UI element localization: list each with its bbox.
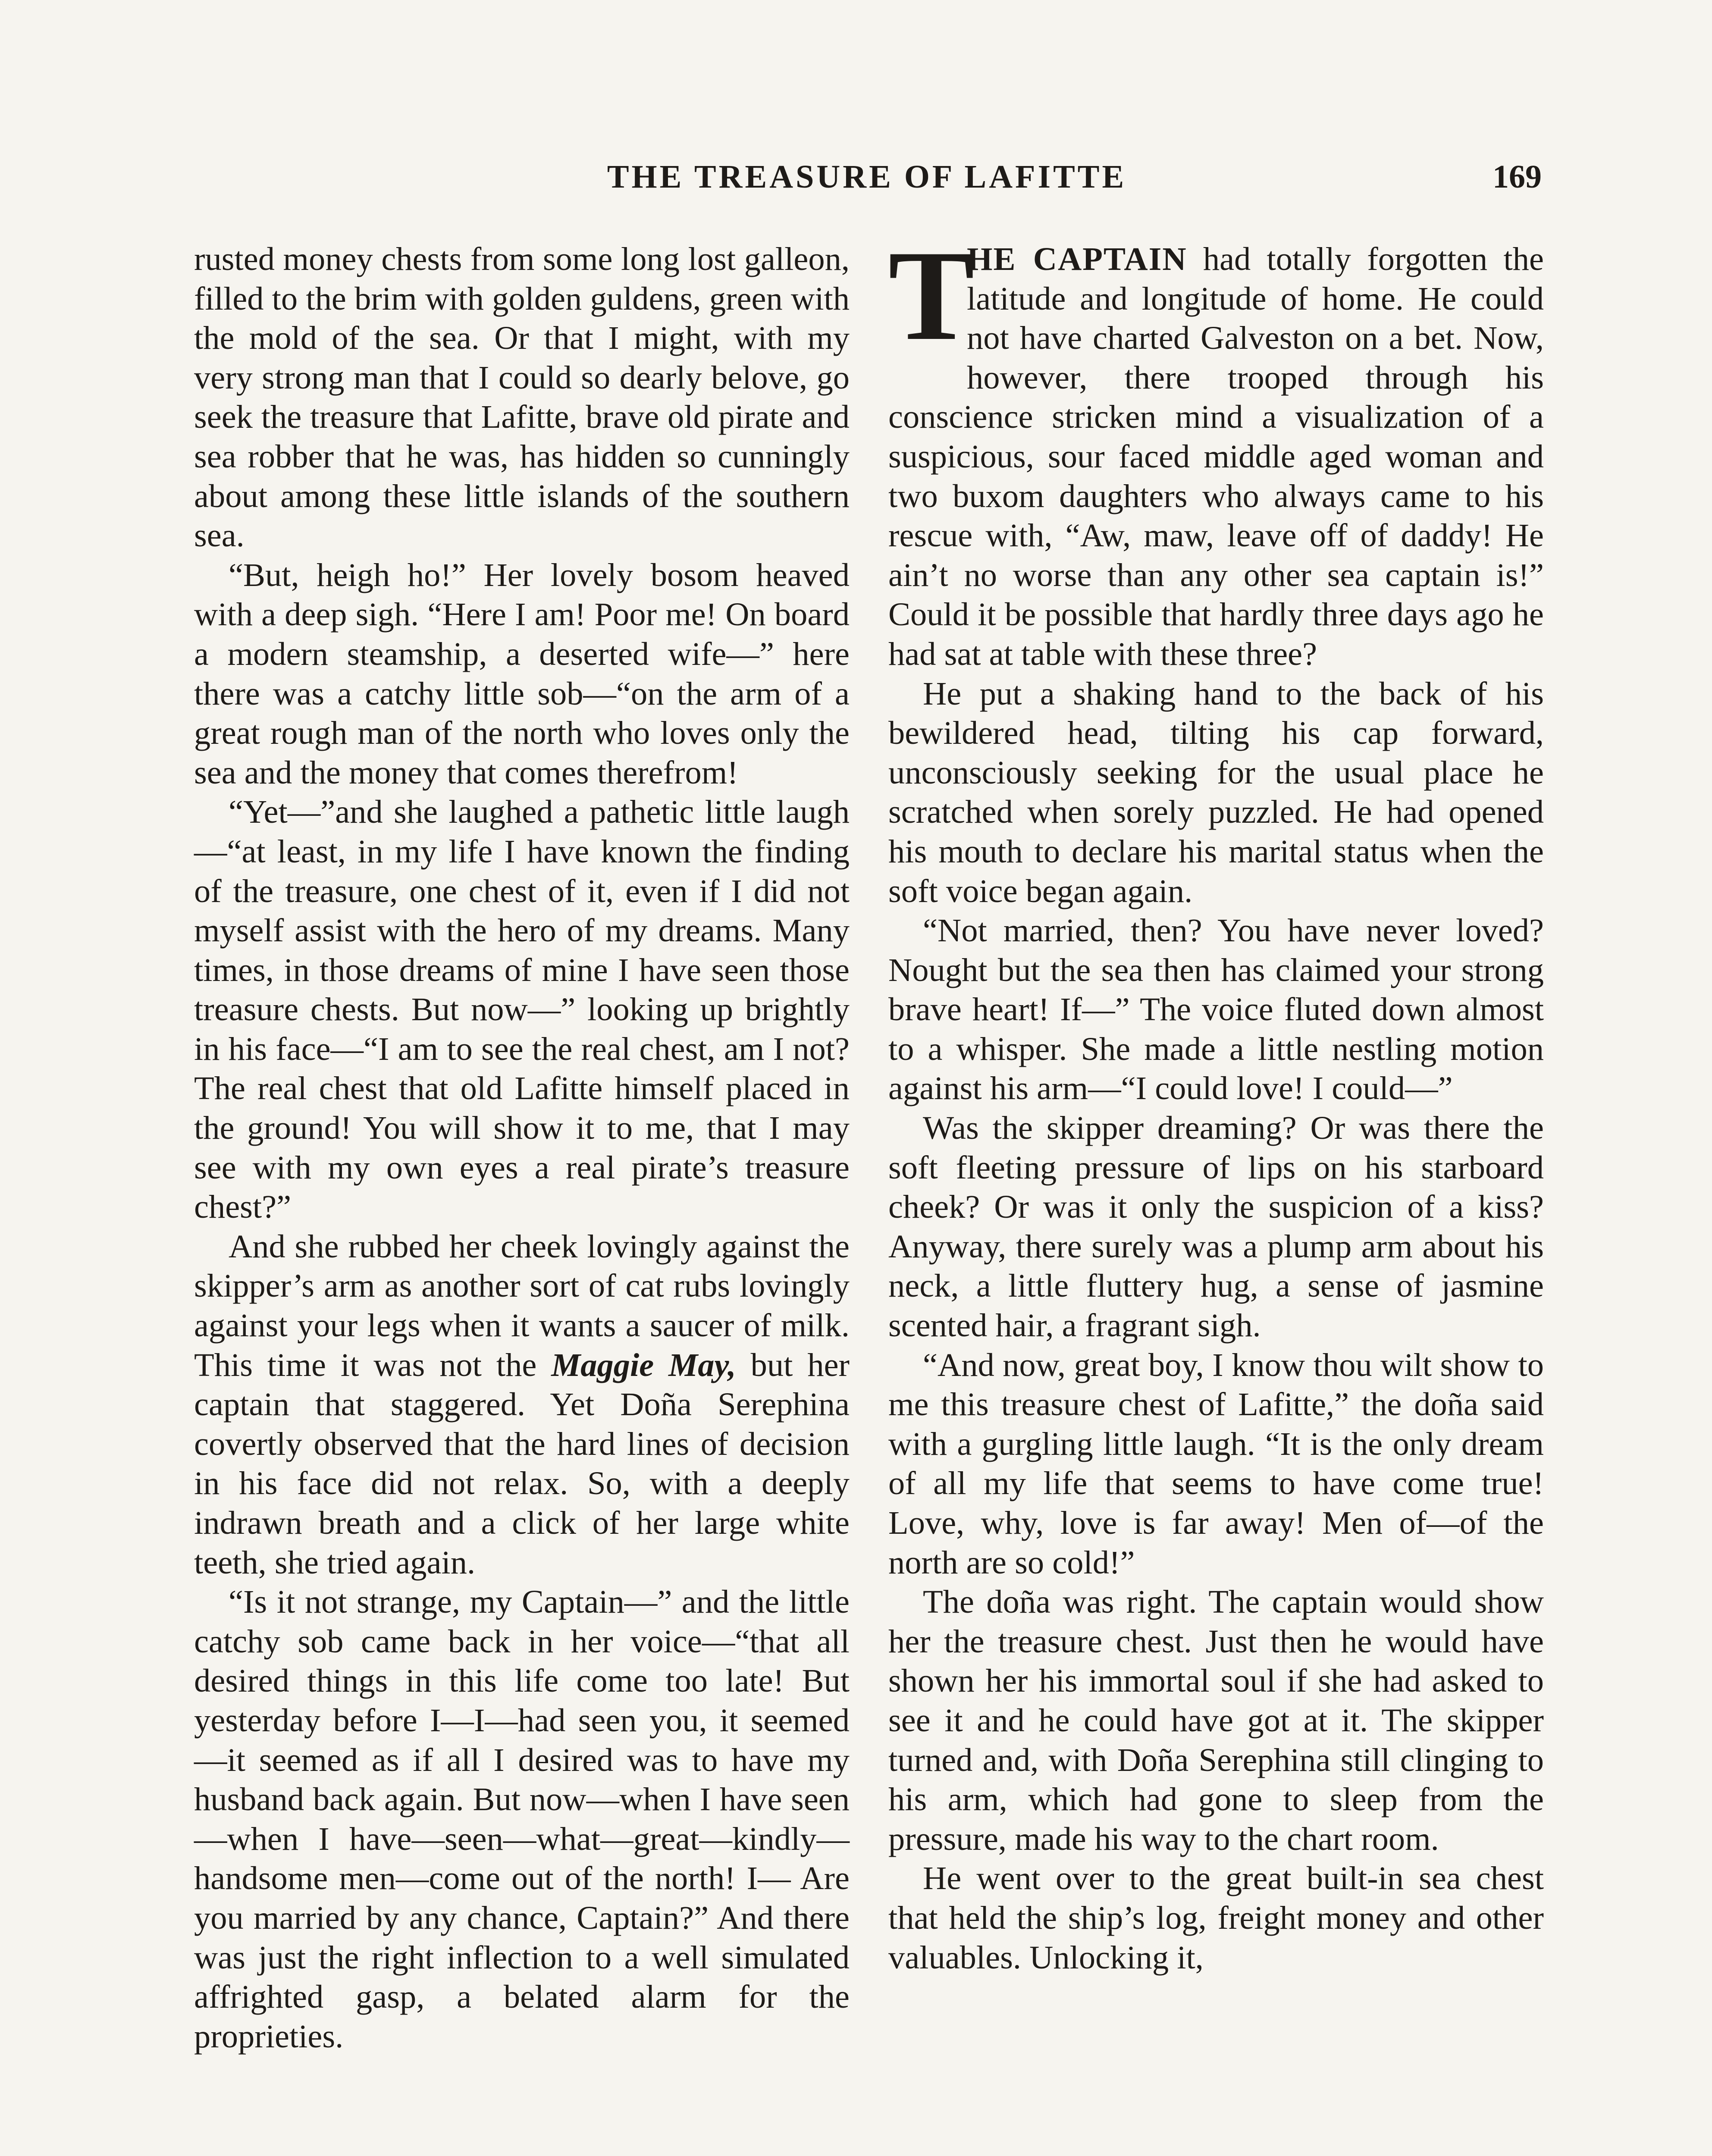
paragraph: “Yet—”and she laughed a pathetic little laugh—“at least, in my life I have known the finding of the treasure, one chest of it, even if I did not myself assist with the hero of my dreams. Many times, in those dreams of mine I have seen those treasure chests. But now—” looking up brightly in his face—“I am to see the real chest, am I not? The real chest that old Lafitte himself placed in the ground! You will show it to me, that I may see with my own eyes a real pirate’s treasure chest?” [194,793,850,1225]
paragraph [194,1227,850,1582]
paragraph: rusted money chests from some long lost galleon, filled to the brim with golden guldens, green with the mold of the sea. Or that I might, with my very strong man that I could so dearly belove, go seek the treasure that Lafitte, brave old pirate and sea robber that he was, has hidden so cunningly about among these little islands of the southern sea. [194,241,850,554]
chapter-opening-paragraph [888,224,1544,674]
paragraph: He went over to the great built-in sea chest that held the ship’s log, freight money and other valuables. Unlocking it, [888,1860,1544,1976]
left-column [194,239,850,2056]
drop-cap: T [888,224,975,367]
paragraph: “But, heigh ho!” Her lovely bosom heaved with a deep sigh. “Here I am! Poor me! On board a modern steamship, a deserted wife—” here there was a catchy little sob—“on the arm of a great rough man of the north who loves only the sea and the money that comes therefrom! [194,556,850,791]
page-number: 169 [1493,159,1542,195]
paragraph: “And now, great boy, I know thou wilt show to me this treasure chest of Lafitte,” the doña said with a gurgling little laugh. “It is the only dream of all my life that seems to have come true! Love, why, love is far away! Men of—of the north are so cold!” [888,1346,1544,1581]
right-column [888,224,1544,1977]
paragraph: The doña was right. The captain would show her the treasure chest. Just then he would have shown her his immortal soul if she had asked to see it and he could have got at it. The skipper turned and, with Doña Serephina still clinging to his arm, which had gone to sleep from the pressure, made his way to the chart room. [888,1583,1544,1857]
lead-in: HE CAPTAIN [967,241,1187,277]
drop-cap-box [888,224,975,367]
paragraph: “Not married, then? You have never loved? Nought but the sea then has claimed your strong brave heart! If—” The voice fluted down almost to a whisper. She made a little nestling motion against his arm—“I could love! I could—” [888,912,1544,1107]
ship-name: Maggie May, [551,1346,736,1383]
paragraph: He put a shaking hand to the back of his bewildered head, tilting his cap forward, unconsciously seeking for the usual place he scratched when sorely puzzled. He had opened his mouth to declare his marital status when the soft voice began again. [888,675,1544,909]
paragraph: Was the skipper dreaming? Or was there the soft fleeting pressure of lips on his starboard cheek? Or was it only the suspicion of a kiss? Anyway, there surely was a plump arm about his neck, a little fluttery hug, a sense of jasmine scented hair, a fragrant sigh. [888,1109,1544,1344]
running-title: THE TREASURE OF LAFITTE [607,159,1127,195]
paragraph-text: but her captain that staggered. Yet Doña Serephina covertly observed that the hard lines of decision in his face did not relax. So, with a deeply indrawn breath and a click of her large white teeth, she tried again. [194,1346,850,1581]
running-head [192,153,1542,201]
paragraph: “Is it not strange, my Captain—” and the little catchy sob came back in her voice—“that all desired things in this life come too late! But yesterday before I—I—had seen you, it seemed—it seemed as if all I desired was to have my husband back again. But now—when I have seen —when I have—seen—what—great—kindly—handsome men—come out of the north! I— Are you married by any chance, Captain?” And there was just the right inflection to a well simulated affrighted gasp, a belated alarm for the proprieties. [194,1583,850,2055]
paragraph-text: had totally forgotten the latitude and longitude of home. He could not have charted Galveston on a bet. Now, however, there trooped through his conscience stricken mind a visualization of a suspicious, sour faced middle aged woman and two buxom daughters who always came to his rescue with, “Aw, maw, leave off of daddy! He ain’t no worse than any other sea captain is!” Could it be possible that hardly three days ago he had sat at table with these three? [888,241,1544,672]
paragraph-text: And she rubbed her cheek lovingly against the skipper’s arm as another sort of cat rubs lovingly against your legs when it wants a saucer of milk. This time it was not the [194,1228,850,1383]
